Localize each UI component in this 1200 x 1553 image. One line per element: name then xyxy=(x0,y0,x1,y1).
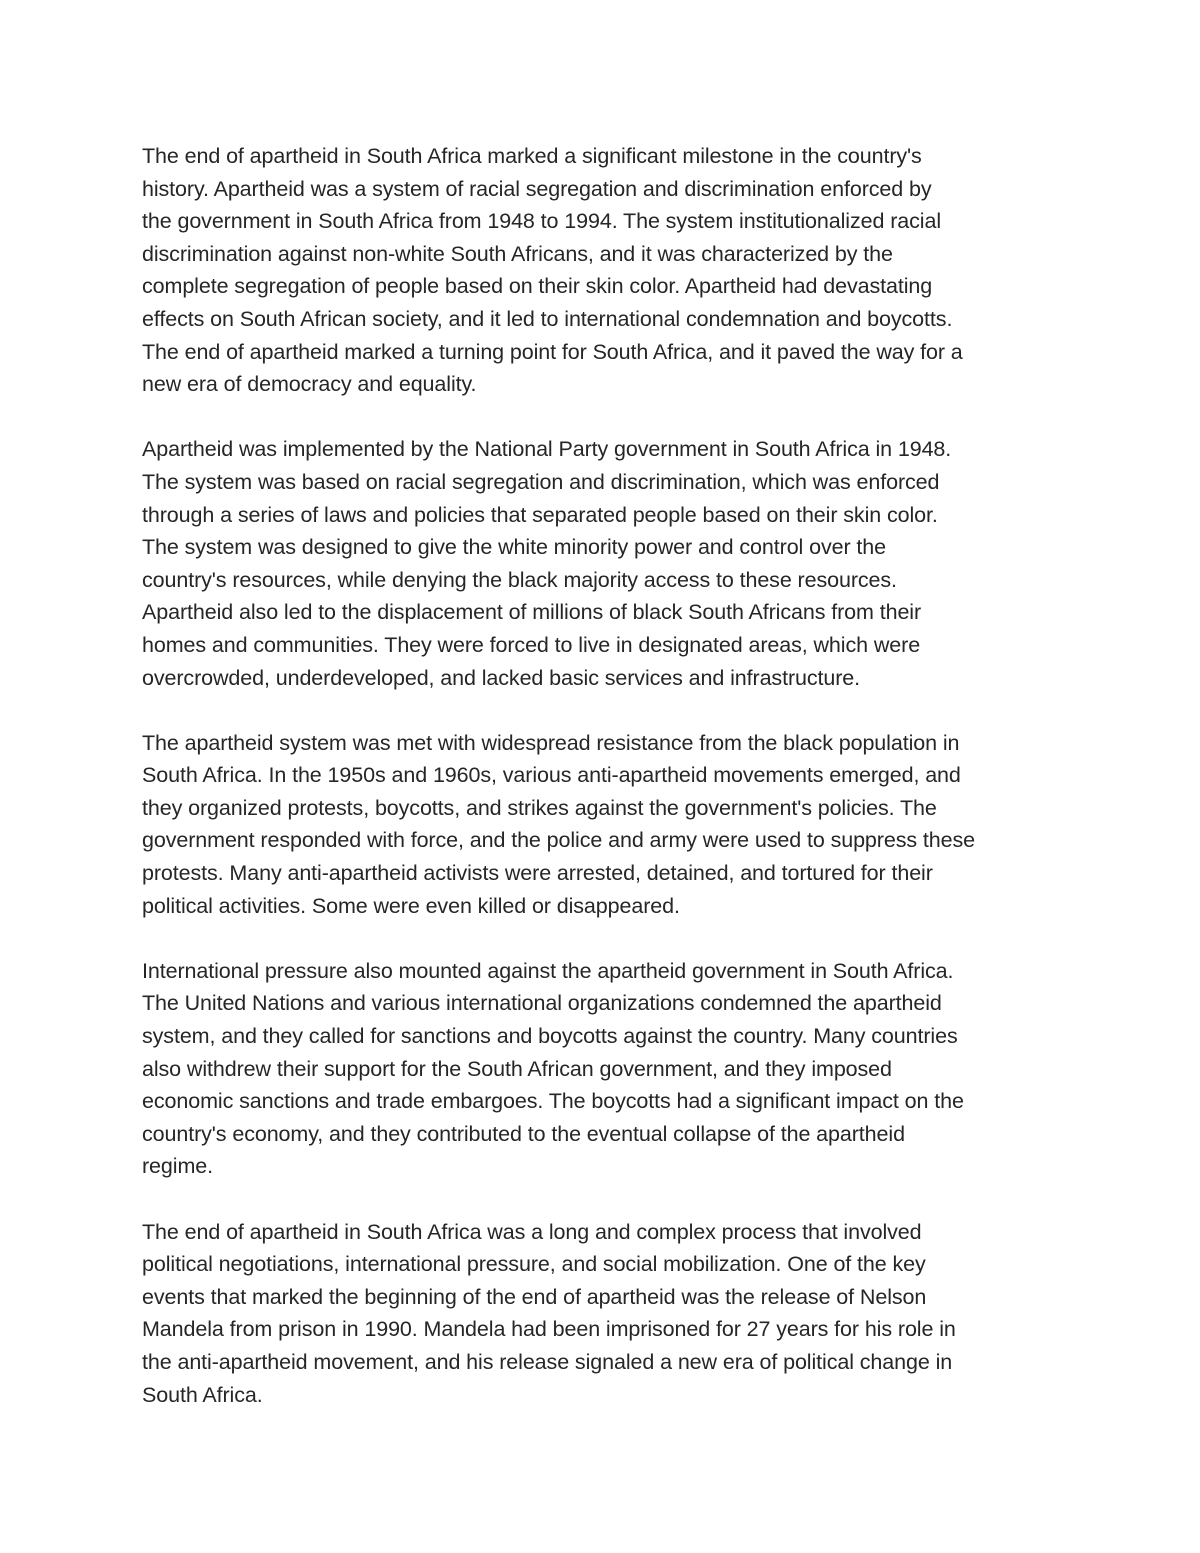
text-line: the anti-apartheid movement, and his release signaled a new era of political change in xyxy=(142,1349,953,1374)
text-line: economic sanctions and trade embargoes. The boycotts had a significant impact on the xyxy=(142,1089,964,1114)
text-line: regime. xyxy=(142,1154,213,1179)
text-line: overcrowded, underdeveloped, and lacked basic services and infrastructure. xyxy=(142,665,861,690)
text-line: system, and they called for sanctions and boycotts against the country. Many countries xyxy=(142,1024,958,1049)
text-line: they organized protests, boycotts, and strikes against the government's policies. The xyxy=(142,795,937,820)
text-line: Apartheid was implemented by the National Party government in South Africa in 1948. xyxy=(142,437,952,462)
text-line: The system was based on racial segregation and discrimination, which was enforced xyxy=(142,469,940,494)
text-line: political activities. Some were even killed or disappeared. xyxy=(142,893,680,918)
text-line: political negotiations, international pressure, and social mobilization. One of the key xyxy=(142,1252,926,1277)
text-line: South Africa. In the 1950s and 1960s, various anti-apartheid movements emerged, and xyxy=(142,763,961,788)
text-line: The system was designed to give the white minority power and control over the xyxy=(142,535,886,560)
text-line: discrimination against non-white South Africans, and it was characterized by the xyxy=(142,241,893,266)
text-line: Mandela from prison in 1990. Mandela had been imprisoned for 27 years for his role in xyxy=(142,1317,956,1342)
text-line: The end of apartheid in South Africa was a long and complex process that involved xyxy=(142,1219,922,1244)
text-line: The end of apartheid marked a turning point for South Africa, and it paved the way for a xyxy=(142,339,963,364)
text-line: also withdrew their support for the South African government, and they imposed xyxy=(142,1056,892,1081)
text-line: country's economy, and they contributed to the eventual collapse of the apartheid xyxy=(142,1121,905,1146)
text-line: protests. Many anti-apartheid activists were arrested, detained, and tortured for their xyxy=(142,861,933,886)
text-line: complete segregation of people based on their skin color. Apartheid had devastating xyxy=(142,274,933,299)
text-line: the government in South Africa from 1948 to 1994. The system institutionalized racial xyxy=(142,209,941,234)
paragraph-5 xyxy=(142,1216,1067,1412)
text-line: South Africa. xyxy=(142,1382,263,1407)
text-line: Apartheid also led to the displacement of millions of black South Africans from their xyxy=(142,600,922,625)
text-line: country's resources, while denying the black majority access to these resources. xyxy=(142,567,897,592)
document-body xyxy=(142,140,1067,1411)
paragraph-3 xyxy=(142,727,1067,923)
paragraph-2 xyxy=(142,433,1067,694)
text-line: The apartheid system was met with widespread resistance from the black population in xyxy=(142,730,960,755)
text-line: government responded with force, and the police and army were used to suppress these xyxy=(142,828,975,853)
text-line: International pressure also mounted against the apartheid government in South Africa. xyxy=(142,958,954,983)
text-line: homes and communities. They were forced to live in designated areas, which were xyxy=(142,632,921,657)
text-line: effects on South African society, and it led to international condemnation and boycotts. xyxy=(142,306,953,331)
text-line: new era of democracy and equality. xyxy=(142,372,477,397)
text-line: The end of apartheid in South Africa marked a significant milestone in the country's xyxy=(142,144,922,168)
paragraph-1 xyxy=(142,140,1067,401)
text-line: history. Apartheid was a system of racial segregation and discrimination enforced by xyxy=(142,176,932,201)
text-line: events that marked the beginning of the end of apartheid was the release of Nelson xyxy=(142,1284,927,1309)
paragraph-4 xyxy=(142,955,1067,1183)
text-line: The United Nations and various international organizations condemned the apartheid xyxy=(142,991,942,1016)
text-line: through a series of laws and policies that separated people based on their skin color. xyxy=(142,502,938,527)
